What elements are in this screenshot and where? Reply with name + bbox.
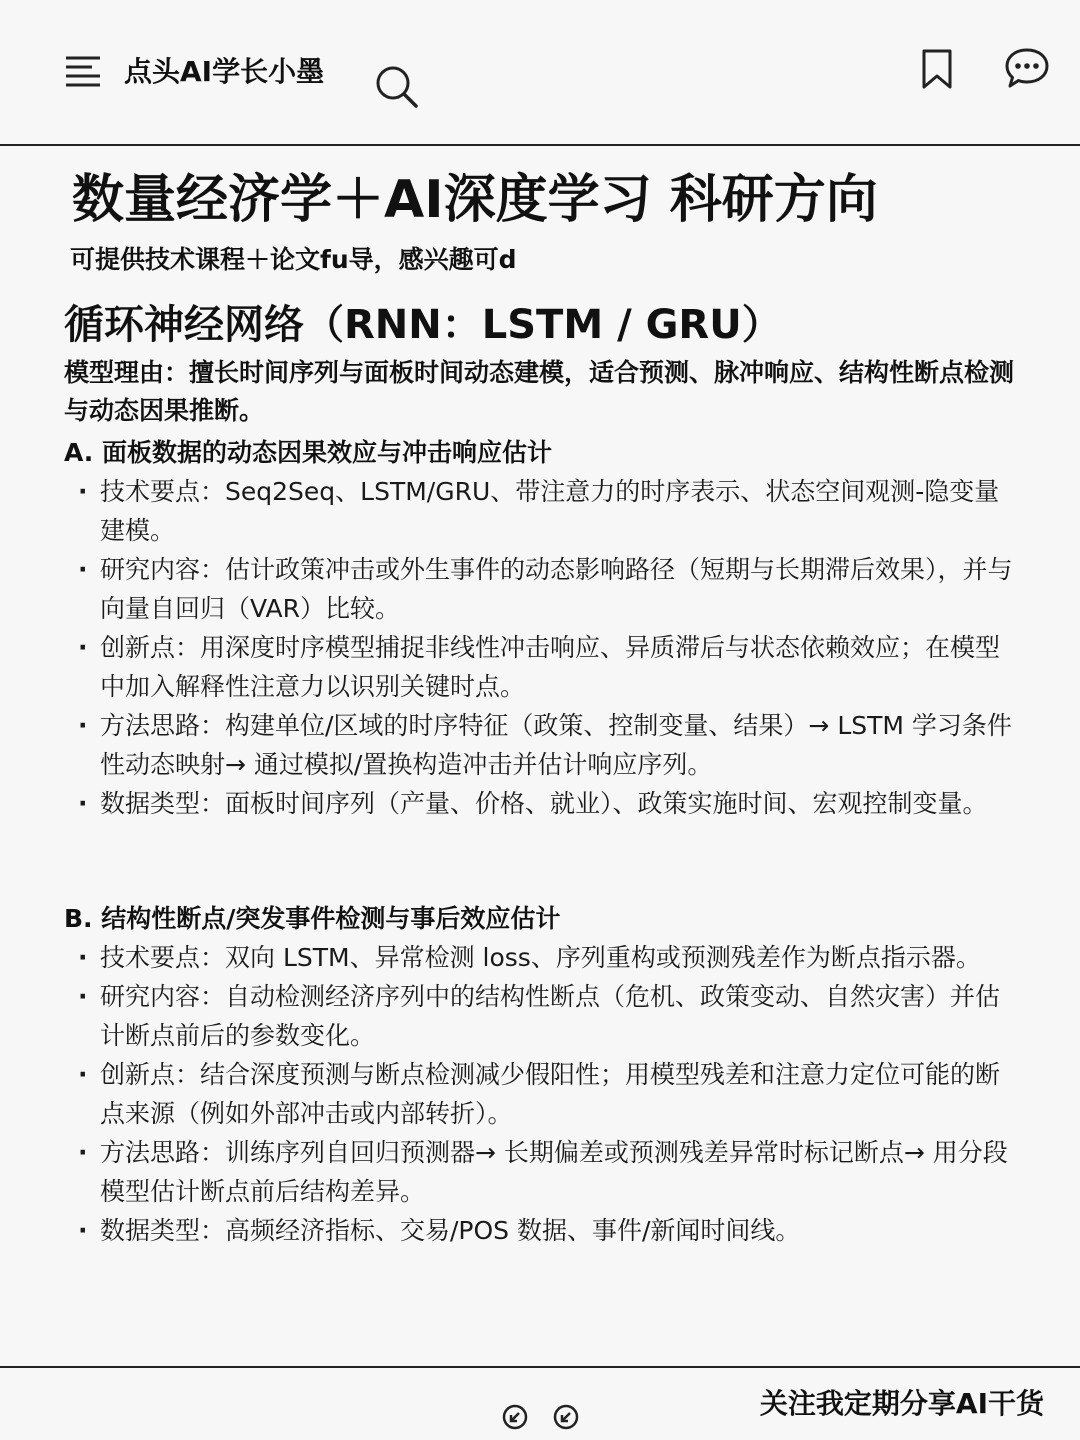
menu-icon[interactable] — [64, 54, 104, 88]
prev-arrow-icon[interactable] — [502, 1404, 528, 1430]
page-subtitle: 可提供技术课程＋论文fu导，感兴趣可d — [70, 245, 517, 274]
footer-divider — [0, 1366, 1080, 1368]
bookmark-icon[interactable] — [920, 48, 954, 90]
chat-icon[interactable] — [1004, 46, 1050, 90]
list-item: · 研究内容：自动检测经济序列中的结构性断点（危机、政策变动、自然灾害）并估计断点前后的参数变化。 — [78, 977, 1022, 1055]
list-item: · 数据类型：面板时间序列（产量、价格、就业）、政策实施时间、宏观控制变量。 — [78, 784, 1022, 823]
next-arrow-icon[interactable] — [553, 1404, 579, 1430]
section-title: 循环神经网络（RNN：LSTM / GRU） — [64, 302, 782, 348]
top-bar — [0, 0, 1080, 144]
search-icon[interactable] — [374, 64, 418, 108]
brand-name: 点头AI学长小墨 — [124, 55, 325, 88]
subsection-a-heading: A. 面板数据的动态因果效应与冲击响应估计 — [64, 438, 553, 467]
list-item: · 技术要点：双向 LSTM、异常检测 loss、序列重构或预测残差作为断点指示器。 — [78, 938, 1022, 977]
subsection-b-list — [78, 938, 1022, 1250]
subsection-a-list — [78, 472, 1022, 823]
list-item: · 数据类型：高频经济指标、交易/POS 数据、事件/新闻时间线。 — [78, 1211, 1022, 1250]
list-item: · 研究内容：估计政策冲击或外生事件的动态影响路径（短期与长期滞后效果），并与向量自回归（VAR）比较。 — [78, 550, 1022, 628]
subsection-b-heading: B. 结构性断点/突发事件检测与事后效应估计 — [64, 904, 561, 933]
page-title: 数量经济学＋AI深度学习 科研方向 — [72, 170, 878, 230]
header-divider — [0, 144, 1080, 146]
list-item: · 方法思路：训练序列自回归预测器→ 长期偏差或预测残差异常时标记断点→ 用分段模型估计断点前后结构差异。 — [78, 1133, 1022, 1211]
footer-text: 关注我定期分享AI干货 — [759, 1387, 1044, 1420]
list-item: · 创新点：结合深度预测与断点检测减少假阳性；用模型残差和注意力定位可能的断点来源（例如外部冲击或内部转折）。 — [78, 1055, 1022, 1133]
list-item: · 创新点：用深度时序模型捕捉非线性冲击响应、异质滞后与状态依赖效应；在模型中加入解释性注意力以识别关键时点。 — [78, 628, 1022, 706]
model-rationale: 模型理由：擅长时间序列与面板时间动态建模，适合预测、脉冲响应、结构性断点检测与动态因果推断。 — [64, 358, 1015, 425]
list-item: · 方法思路：构建单位/区域的时序特征（政策、控制变量、结果）→ LSTM 学习条件性动态映射→ 通过模拟/置换构造冲击并估计响应序列。 — [78, 706, 1022, 784]
list-item: · 技术要点：Seq2Seq、LSTM/GRU、带注意力的时序表示、状态空间观测-隐变量建模。 — [78, 472, 1022, 550]
